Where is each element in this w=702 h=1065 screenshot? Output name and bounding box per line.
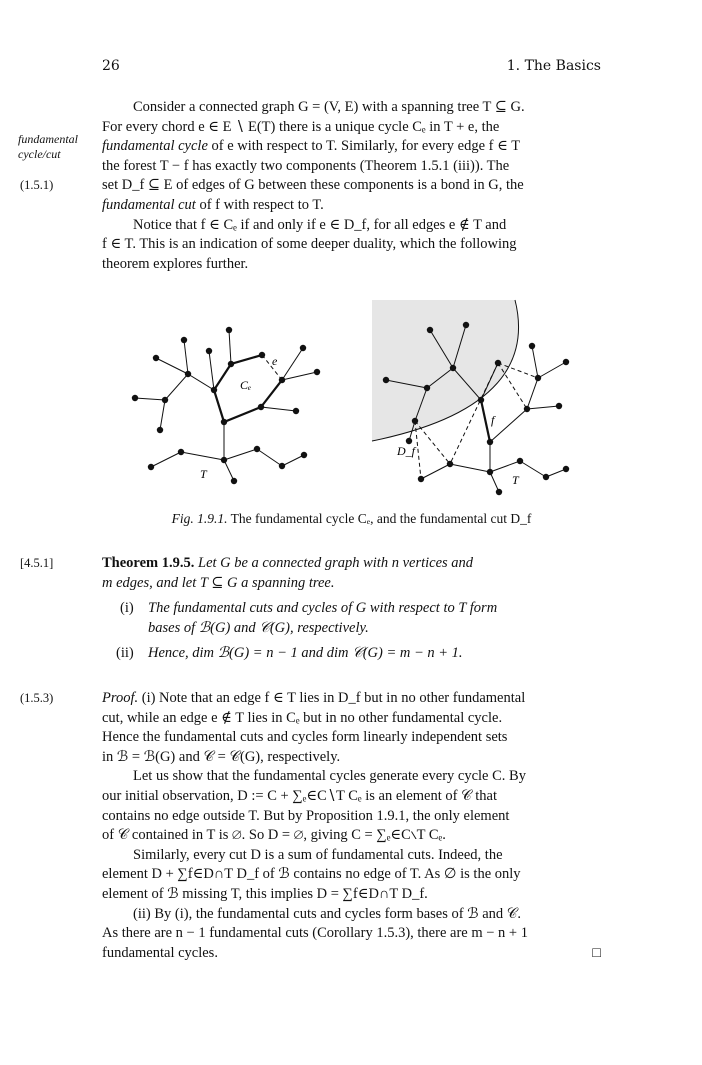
edge-f — [481, 400, 490, 442]
text-line: Let G be a connected graph with n vertices and — [194, 555, 474, 571]
shaded-region — [372, 300, 519, 441]
theorem-item-i — [102, 599, 601, 638]
text-line: of 𝒞 contained in T is ∅. So D = ∅, giving C = ∑ₑ∈C∖T Cₑ. — [102, 827, 446, 844]
margin-ref-4-5-1: [4.5.1] — [20, 556, 54, 570]
theorem-statement — [102, 554, 601, 593]
text-line: Notice that f ∈ Cₑ if and only if e ∈ D_f, for all edges e ∉ T and — [133, 216, 507, 233]
text-line: Hence the fundamental cuts and cycles form linearly independent sets — [102, 729, 508, 746]
text-line: element D + ∑f∈D∩T D_f of ℬ contains no edge of T. As ∅ is the only — [102, 866, 521, 883]
text-line: contains no edge outside T. But by Proposition 1.9.1, the only element — [102, 807, 510, 824]
label-T-left: T — [200, 467, 207, 481]
margin-ref-1-5-1: (1.5.1) — [20, 178, 54, 192]
text-line: set D_f ⊆ E of edges of G between these components is a bond in G, the — [102, 177, 524, 194]
text-line: cut, while an edge e ∉ T lies in Cₑ but in no other fundamental cycle. — [102, 709, 503, 726]
text-line: (i) Note that an edge f ∈ T lies in D_f but in no other fundamental — [138, 690, 526, 706]
page-number: 26 — [102, 58, 120, 74]
caption-text: The fundamental cycle Cₑ, and the fundamental cut D_f — [227, 511, 532, 526]
text-line: element of ℬ missing T, this implies D = ∑f∈D∩T D_f. — [102, 885, 428, 902]
text-line: theorem explores further. — [102, 255, 249, 272]
text-line: the forest T − f has exactly two components (Theorem 1.5.1 (iii)). The — [102, 157, 510, 174]
text-line: (ii) By (i), the fundamental cuts and cycles form bases of ℬ and 𝒞. — [133, 905, 521, 922]
text-line: Let us show that the fundamental cycles generate every cycle C. By — [133, 768, 526, 785]
text-line: For every chord e ∈ E ∖ E(T) there is a unique cycle Cₑ in T + e, the — [102, 118, 500, 135]
item-number: (i) — [120, 600, 134, 617]
term-fundamental-cut: fundamental cut — [102, 196, 196, 213]
text-line: our initial observation, D := C + ∑ₑ∈C∖T Cₑ is an element of 𝒞 that — [102, 787, 498, 804]
theorem-1-9-5 — [102, 554, 601, 664]
text-line: bases of ℬ(G) and 𝒞(G), respectively. — [148, 619, 369, 636]
label-T-right: T — [512, 473, 519, 487]
theorem-item-ii — [102, 644, 601, 664]
running-head-chapter: 1. The Basics — [506, 58, 601, 74]
figure-caption — [102, 511, 601, 527]
label-Df: D_f — [397, 444, 415, 458]
text-line: in ℬ = ℬ(G) and 𝒞 = 𝒞(G), respectively. — [102, 748, 341, 765]
text-line: of f with respect to T. — [195, 196, 324, 213]
margin-note-line: fundamental — [18, 132, 78, 146]
text-line: As there are n − 1 fundamental cuts (Corollary 1.5.3), there are m − n + 1 — [102, 925, 528, 942]
item-number: (ii) — [116, 645, 134, 662]
text-line: of e with respect to T. Similarly, for every edge f ∈ T — [207, 138, 521, 155]
text-line: Similarly, every cut D is a sum of fundamental cuts. Indeed, the — [133, 846, 503, 863]
label-Ce: Cₑ — [240, 378, 252, 392]
paragraph — [102, 689, 601, 767]
text-line: m edges, and let T ⊆ G a spanning tree. — [102, 574, 335, 591]
label-e: e — [272, 354, 278, 368]
paragraph — [102, 905, 601, 964]
qed-box: □ — [592, 944, 601, 961]
text-line: f ∈ T. This is an indication of some deeper duality, which the following — [102, 236, 517, 253]
margin-ref-1-5-3: (1.5.3) — [20, 691, 54, 705]
paragraph — [102, 767, 601, 845]
proof — [102, 689, 601, 963]
text-line: Hence, dim ℬ(G) = n − 1 and dim 𝒞(G) = m − n + 1. — [148, 645, 463, 662]
paragraph — [102, 846, 601, 905]
proof-label: Proof. — [102, 690, 139, 706]
caption-label: Fig. 1.9.1. — [171, 511, 228, 526]
text-line: The fundamental cuts and cycles of G with respect to T form — [148, 600, 498, 617]
margin-note-line: cycle/cut — [18, 147, 61, 161]
text-line: fundamental cycles. — [102, 944, 218, 961]
label-f: f — [491, 413, 495, 427]
theorem-title: Theorem 1.9.5. — [102, 555, 195, 571]
text-line: Consider a connected graph G = (V, E) with a spanning tree T ⊆ G. — [133, 99, 525, 115]
term-fundamental-cycle: fundamental cycle — [102, 138, 208, 155]
